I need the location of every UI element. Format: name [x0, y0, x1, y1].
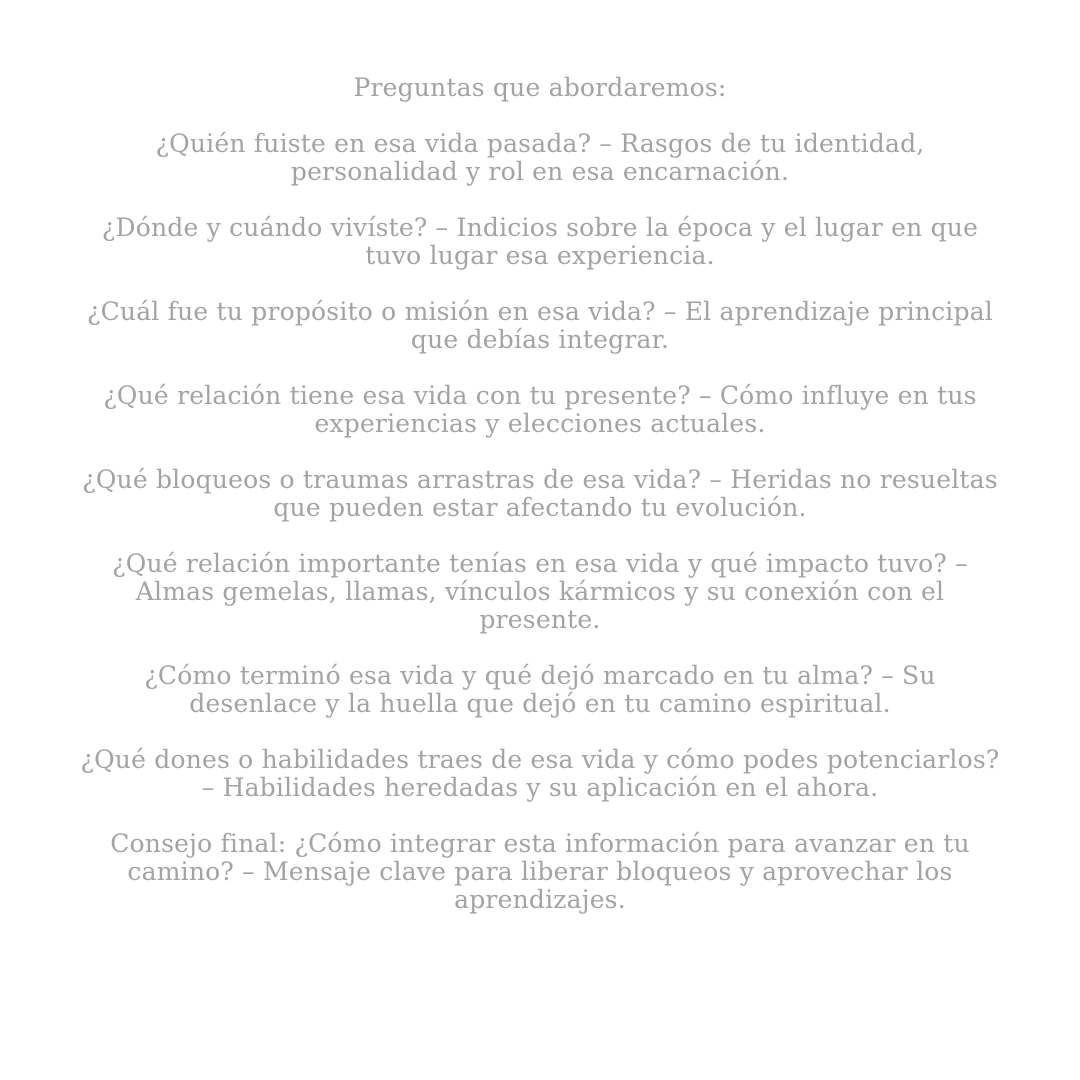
question-item-6: ¿Qué relación importante tenías en esa vida y qué impacto tuvo? – Almas gemelas, llamas, vínculos kármicos y su conexión con el presente.	[112, 549, 968, 634]
question-item-4: ¿Qué relación tiene esa vida con tu presente? – Cómo influye en tus experiencias y elecciones actuales.	[103, 381, 977, 438]
question-item-7: ¿Cómo terminó esa vida y qué dejó marcado en tu alma? – Su desenlace y la huella que dejó en tu camino espiritual.	[144, 661, 936, 718]
questions-list	[80, 74, 1000, 942]
question-item-3: ¿Cuál fue tu propósito o misión en esa vida? – El aprendizaje principal que debías integrar.	[86, 297, 994, 354]
list-heading: Preguntas que abordaremos:	[353, 73, 727, 102]
question-item-5: ¿Qué bloqueos o traumas arrastras de esa vida? – Heridas no resueltas que pueden estar afectando tu evolución.	[82, 465, 998, 522]
question-item-1: ¿Quién fuiste en esa vida pasada? – Rasgos de tu identidad, personalidad y rol en esa encarnación.	[155, 129, 925, 186]
question-item-8: ¿Qué dones o habilidades traes de esa vida y cómo podes potenciarlos? – Habilidades heredadas y su aplicación en el ahora.	[80, 745, 1000, 802]
question-item-9: Consejo final: ¿Cómo integrar esta información para avanzar en tu camino? – Mensaje clave para liberar bloqueos y aprovechar los aprendizajes.	[110, 829, 970, 914]
question-item-2: ¿Dónde y cuándo vivíste? – Indicios sobre la época y el lugar en que tuvo lugar esa experiencia.	[101, 213, 979, 270]
